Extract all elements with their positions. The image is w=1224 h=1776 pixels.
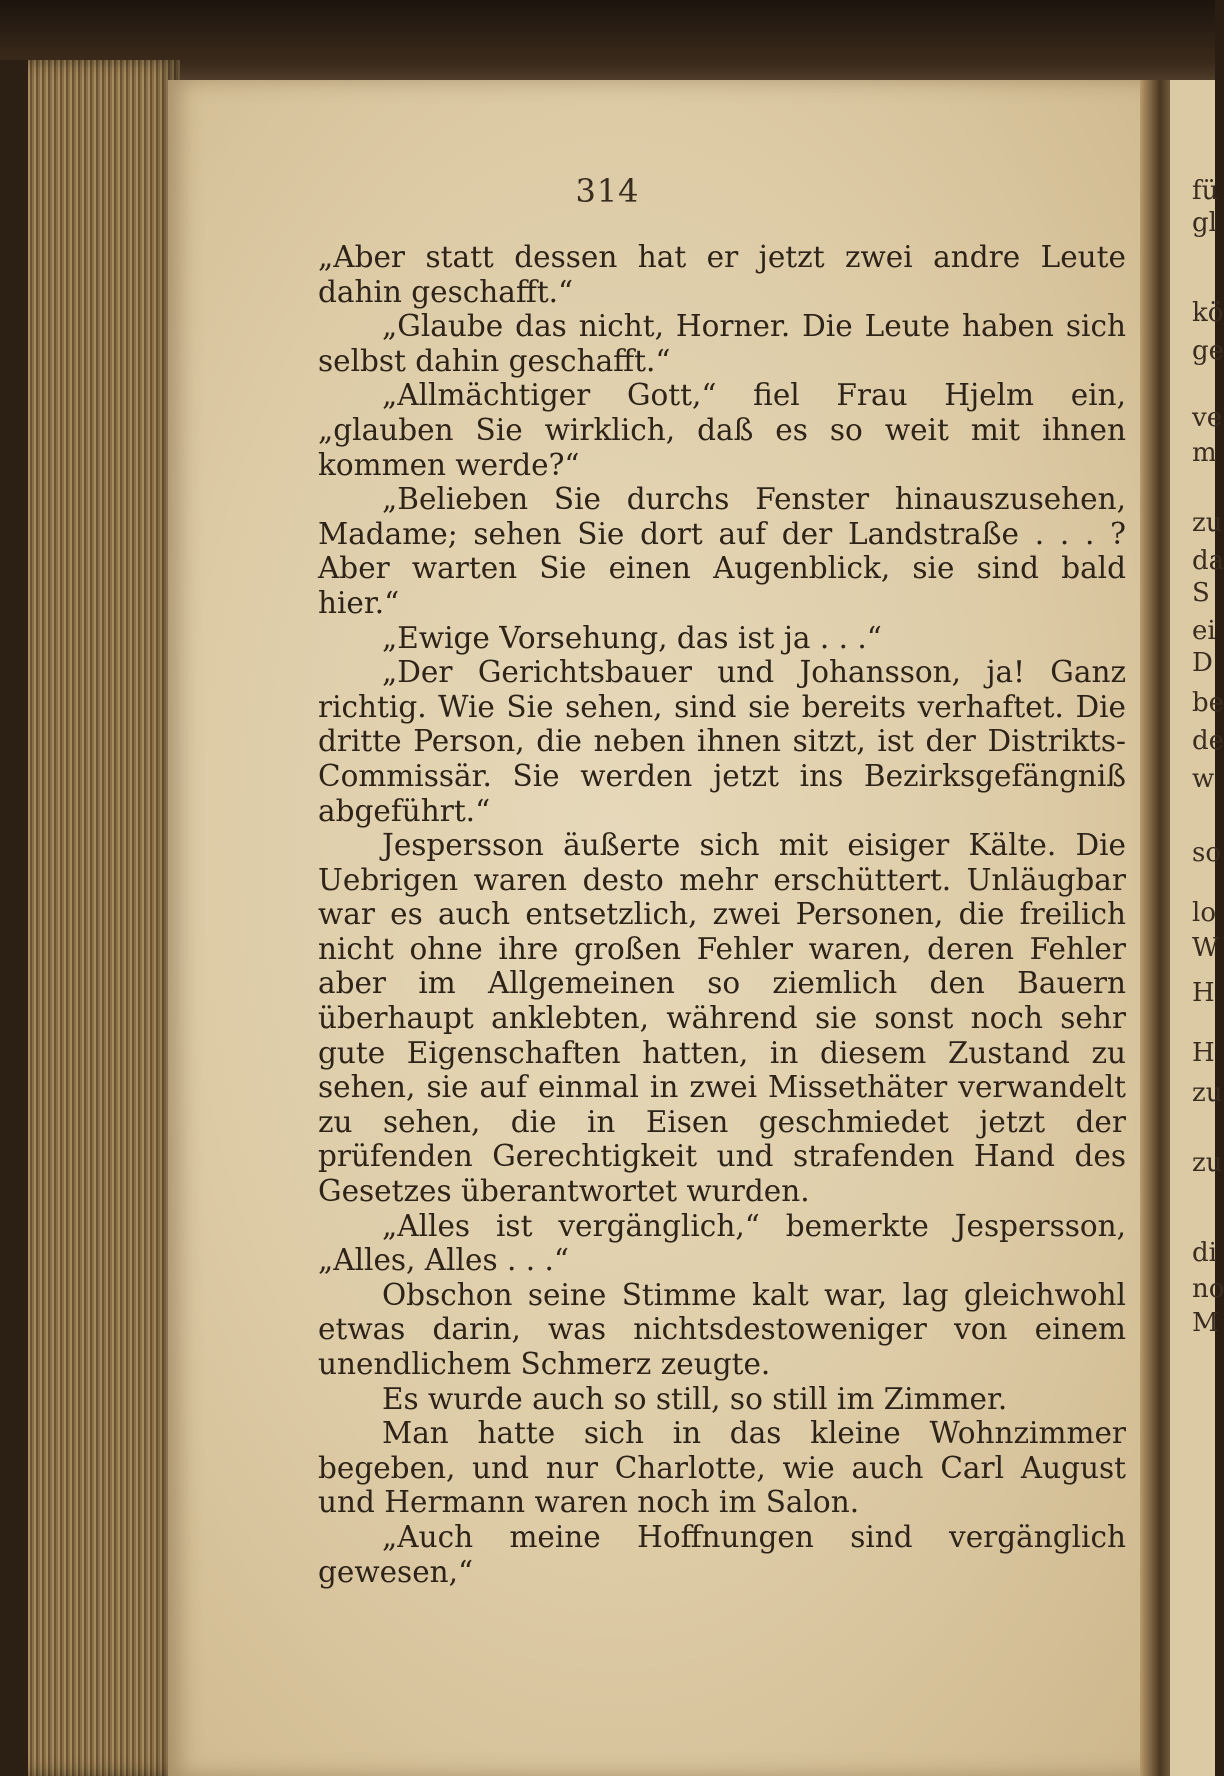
facing-page-fragment: H (1192, 978, 1215, 1008)
facing-page-fragment: kö (1192, 298, 1224, 328)
facing-page-fragment: di (1192, 1238, 1217, 1268)
book-cover-edge (0, 60, 28, 1776)
paragraph: „Aber statt dessen hat er jetzt zwei andre Leute dahin geschafft.“ (318, 240, 1126, 309)
paragraph: Jespersson äußerte sich mit eisiger Kälte. Die Uebrigen waren desto mehr erschüttert. Unläugbar war es auch entsetzlich, zwei Personen, die freilich nicht ohne ihre großen Fehler waren, deren Fehler aber im Allgemeinen so ziemlich den Bauern überhaupt anklebten, während sie sonst noch sehr gute Eigenschaften hatten, in diesem Zustand zu sehen, sie auf einmal in zwei Missethäter verwandelt zu sehen, die in Eisen geschmiedet jetzt der prüfenden Gerechtigkeit und strafenden Hand des Gesetzes überantwortet wurden. (318, 828, 1126, 1209)
paragraph: „Der Gerichtsbauer und Johansson, ja! Ganz richtig. Wie Sie sehen, sind sie bereits verhaftet. Die dritte Person, die neben ihnen sitzt, ist der Distrikts-Commissär. Sie werden jetzt ins Bezirksgefängniß abgeführt.“ (318, 655, 1126, 828)
facing-page-fragment: H (1192, 1038, 1215, 1068)
paragraph: „Auch meine Hoffnungen sind vergänglich gewesen,“ (318, 1519, 1126, 1589)
facing-page-fragment: so (1192, 838, 1221, 868)
facing-page-fragment: M (1192, 1308, 1219, 1338)
facing-page-fragment: da (1192, 546, 1224, 576)
facing-page-fragment: zu (1192, 1078, 1223, 1108)
facing-page-fragment: zu (1192, 508, 1223, 538)
facing-page-fragment: w (1192, 764, 1215, 794)
facing-page-fragment: lo (1192, 898, 1216, 928)
facing-page-fragment: no (1192, 1274, 1224, 1304)
page-number: 314 (575, 172, 640, 210)
paragraph: „Allmächtiger Gott,“ fiel Frau Hjelm ein, „glauben Sie wirklich, daß es so weit mit ihnen kommen werde?“ (318, 378, 1126, 482)
page-text (318, 240, 1126, 1589)
facing-page-fragment: W (1192, 933, 1219, 963)
facing-page-fragment: gl (1192, 208, 1217, 238)
paragraph: Man hatte sich in das kleine Wohnzimmer begeben, und nur Charlotte, wie auch Carl August und Hermann waren noch im Salon. (318, 1416, 1126, 1520)
facing-page-fragment: fü (1192, 176, 1219, 206)
facing-page-fragment: de (1192, 726, 1224, 756)
facing-page-fragment: S (1192, 578, 1210, 608)
paragraph: „Belieben Sie durchs Fenster hinauszusehen, Madame; sehen Sie dort auf der Landstraße . . . ? Aber warten Sie einen Augenblick, sie sind bald hier.“ (318, 482, 1126, 620)
facing-page-fragment: be (1192, 688, 1224, 718)
paragraph: „Ewige Vorsehung, das ist ja . . .“ (382, 620, 882, 655)
facing-page-fragment: ve (1192, 403, 1223, 433)
book-top-edge (0, 0, 1215, 90)
paragraph: Obschon seine Stimme kalt war, lag gleichwohl etwas darin, was nichtsdestoweniger von einem unendlichem Schmerz zeugte. (318, 1277, 1126, 1381)
facing-page-fragment: ei (1192, 616, 1216, 646)
paragraph: Es wurde auch so still, so still im Zimmer. (382, 1381, 1008, 1416)
facing-page-fragment: D (1192, 648, 1213, 678)
facing-page-fragment: zu (1192, 1148, 1223, 1178)
facing-page-fragment: ge (1192, 336, 1224, 366)
facing-page-edge (1170, 80, 1224, 1776)
facing-page-fragment: m (1192, 438, 1217, 468)
paragraph: „Glaube das nicht, Horner. Die Leute haben sich selbst dahin geschafft.“ (318, 309, 1126, 378)
paragraph: „Alles ist vergänglich,“ bemerkte Jespersson, „Alles, Alles . . .“ (318, 1208, 1126, 1278)
